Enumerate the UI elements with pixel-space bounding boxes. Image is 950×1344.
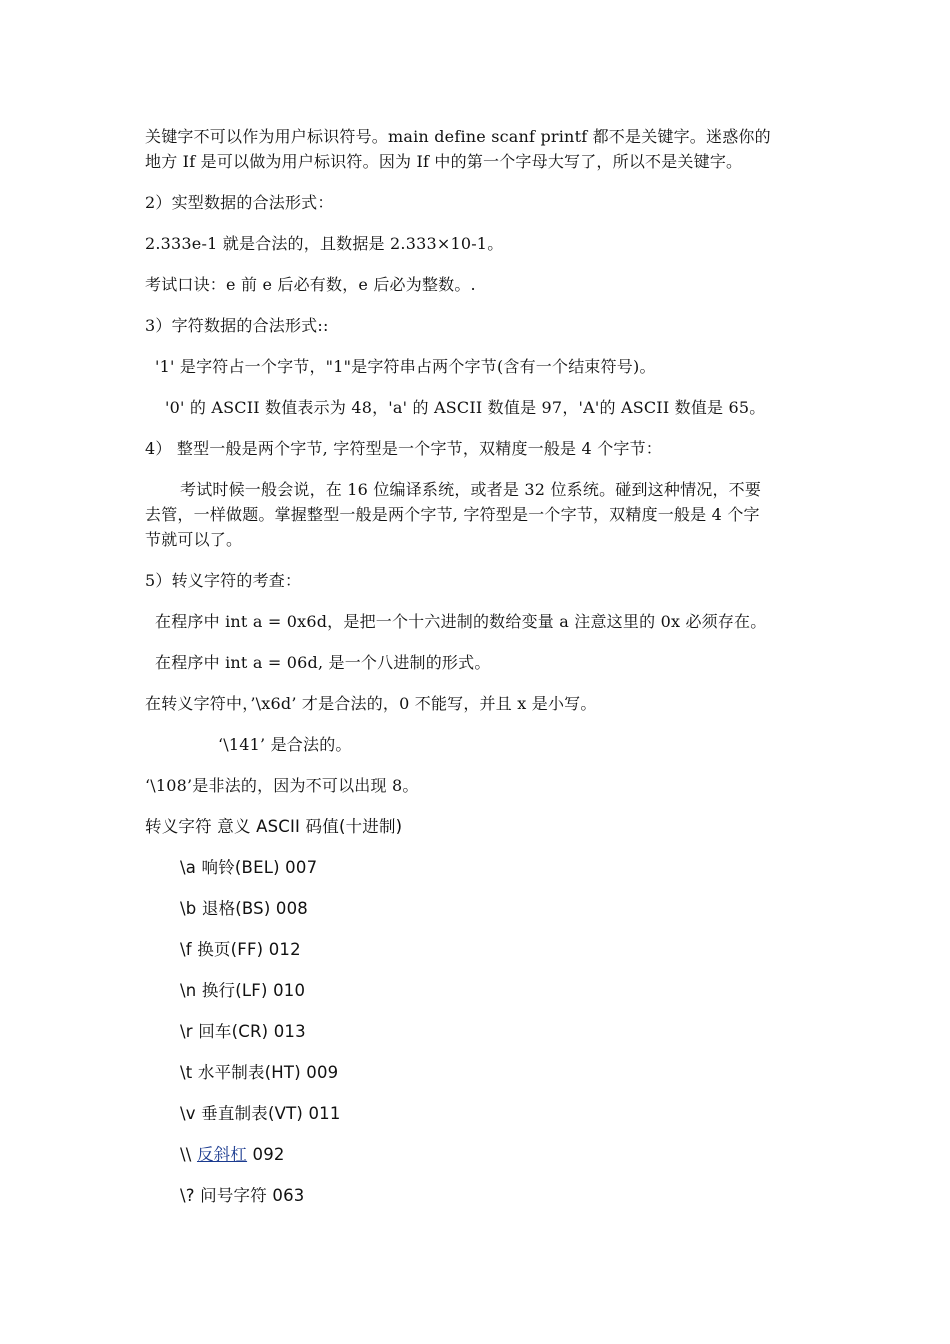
real-type-heading: 2）实型数据的合法形式： [145, 193, 334, 212]
escape-legal-oct: ‘\141’ 是合法的。 [218, 735, 352, 754]
escape-table-header: 转义字符 意义 ASCII 码值(十进制) [145, 817, 403, 836]
escape-table-row: \b 退格(BS) 008 [180, 899, 308, 918]
keyword-paragraph-line-1: 关键字不可以作为用户标识符号。main define scanf printf 都不是关键字。迷惑你的 [145, 127, 771, 146]
escape-table-row: \f 换页(FF) 012 [180, 940, 301, 959]
backslash-link[interactable]: 反斜杠 [196, 1145, 248, 1164]
keyword-paragraph-line-2: 地方 If 是可以做为用户标识符。因为 If 中的第一个字母大写了，所以不是关键字。 [145, 152, 743, 171]
real-type-example: 2.333e-1 就是合法的，且数据是 2.333×10-1。 [145, 234, 504, 253]
escape-table-row: \t 水平制表(HT) 009 [180, 1063, 339, 1082]
char-type-line-2: '0' 的 ASCII 数值表示为 48，'a' 的 ASCII 数值是 97，'A'的 ASCII 数值是 65。 [165, 398, 766, 417]
escape-table-row: \a 响铃(BEL) 007 [180, 858, 318, 877]
escape-oct-example: 在程序中 int a = 06d, 是一个八进制的形式。 [155, 653, 491, 672]
escape-table-row: \v 垂直制表(VT) 011 [180, 1104, 341, 1123]
backslash-value: 092 [247, 1145, 285, 1164]
escape-illegal: ‘\108’是非法的，因为不可以出现 8。 [145, 776, 419, 795]
sizes-line-2: 去管，一样做题。掌握整型一般是两个字节, 字符型是一个字节，双精度一般是 4 个字 [145, 505, 760, 524]
sizes-heading: 4） 整型一般是两个字节, 字符型是一个字节，双精度一般是 4 个字节： [145, 439, 662, 458]
sizes-line-1: 考试时候一般会说，在 16 位编译系统，或者是 32 位系统。碰到这种情况，不要 [180, 480, 762, 499]
escape-table-row-question: \? 问号字符 063 [180, 1186, 305, 1205]
escape-table-row-backslash [180, 1143, 285, 1167]
escape-hex-example: 在程序中 int a = 0x6d，是把一个十六进制的数给变量 a 注意这里的 0x 必须存在。 [155, 612, 767, 631]
char-type-line-1: '1' 是字符占一个字节，"1"是字符串占两个字节(含有一个结束符号)。 [155, 357, 656, 376]
escape-legal-hex: 在转义字符中，’\x6d’ 才是合法的，0 不能写，并且 x 是小写。 [145, 694, 597, 713]
char-type-heading: 3）字符数据的合法形式:: [145, 316, 329, 335]
escape-heading: 5）转义字符的考查： [145, 571, 302, 590]
escape-table-row: \r 回车(CR) 013 [180, 1022, 306, 1041]
real-type-tip: 考试口诀：e 前 e 后必有数，e 后必为整数。. [145, 275, 476, 294]
escape-table-row: \n 换行(LF) 010 [180, 981, 306, 1000]
sizes-line-3: 节就可以了。 [145, 530, 243, 549]
backslash-code: \\ [180, 1145, 197, 1164]
